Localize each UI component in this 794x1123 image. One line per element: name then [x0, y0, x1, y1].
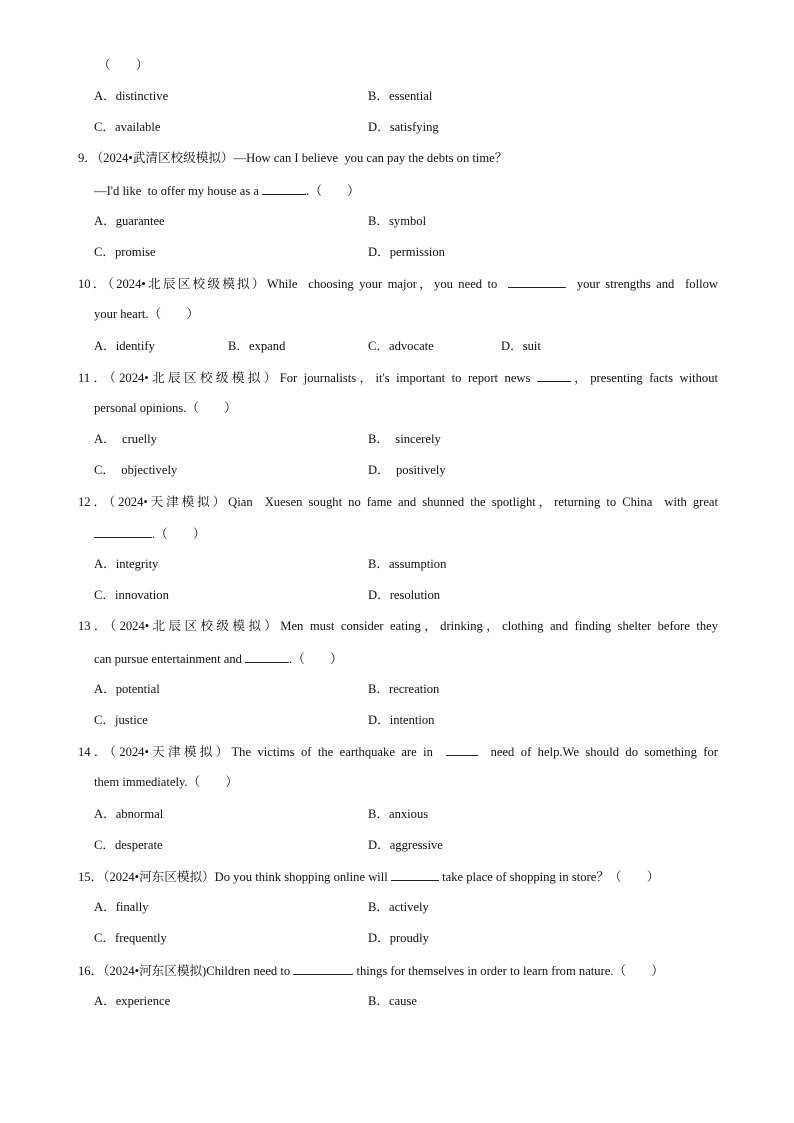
q15-option-a[interactable]: A．finally [94, 900, 149, 914]
q11-option-d[interactable]: D． positively [368, 463, 446, 477]
q9-option-b[interactable]: B．symbol [368, 214, 427, 228]
q14-option-b[interactable]: B．anxious [368, 807, 429, 821]
q8-option-b[interactable]: B．essential [368, 89, 433, 103]
q11-option-b[interactable]: B． sincerely [368, 432, 441, 446]
q14-stem-line1: 14．（2024•天津模拟）The victims of the earthquake are in need of help.We should do something for [78, 745, 718, 759]
q10-option-b[interactable]: B．expand [228, 339, 286, 353]
q14-blank[interactable] [446, 743, 478, 756]
q15-stem-line1: 15．（2024•河东区模拟）Do you think shopping online will take place of shopping in store？（ ） [78, 870, 660, 884]
q13-stem-line2: can pursue entertainment and .（ ） [94, 652, 343, 666]
q16-stem-line1: 16．（2024•河东区模拟)Children need to things for themselves in order to learn from nature.（ ） [78, 964, 664, 978]
q16-blank[interactable] [293, 962, 353, 975]
q14-option-d[interactable]: D．aggressive [368, 838, 443, 852]
q13-stem-line1: 13．（2024•北辰区校级模拟）Men must consider eating，drinking，clothing and finding shelter before they [78, 619, 718, 633]
q15-blank[interactable] [391, 868, 439, 881]
q11-blank[interactable] [537, 369, 571, 382]
q15-option-d[interactable]: D．proudly [368, 931, 429, 945]
q16-option-b[interactable]: B．cause [368, 994, 417, 1008]
q9-option-a[interactable]: A．guarantee [94, 214, 165, 228]
q10-stem-line2: your heart.（ ） [94, 307, 199, 321]
q10-blank[interactable] [508, 275, 566, 288]
q8-option-d[interactable]: D．satisfying [368, 120, 439, 134]
q11-stem-line2: personal opinions.（ ） [94, 401, 237, 415]
q13-option-a[interactable]: A．potential [94, 682, 160, 696]
q15-option-c[interactable]: C．frequently [94, 931, 167, 945]
q11-option-a[interactable]: A． cruelly [94, 432, 157, 446]
q9-blank[interactable] [262, 182, 306, 195]
q13-option-d[interactable]: D．intention [368, 713, 435, 727]
q16-option-a[interactable]: A．experience [94, 994, 171, 1008]
q8-option-c[interactable]: C．available [94, 120, 161, 134]
q9-stem-line1: 9．（2024•武清区校级模拟）—How can I believe you can pay the debts on time？ [78, 151, 508, 165]
q15-option-b[interactable]: B．actively [368, 900, 429, 914]
q8-answer-paren: （ ） [98, 58, 149, 72]
q12-option-c[interactable]: C．innovation [94, 588, 169, 602]
q14-option-c[interactable]: C．desperate [94, 838, 163, 852]
q12-stem-line2: .（ ） [94, 525, 206, 542]
q13-option-b[interactable]: B．recreation [368, 682, 440, 696]
q9-option-d[interactable]: D．permission [368, 245, 445, 259]
q12-option-d[interactable]: D．resolution [368, 588, 441, 602]
q14-option-a[interactable]: A．abnormal [94, 807, 164, 821]
q10-option-a[interactable]: A．identify [94, 339, 155, 353]
q12-option-b[interactable]: B．assumption [368, 557, 447, 571]
q13-option-c[interactable]: C．justice [94, 713, 148, 727]
q10-option-c[interactable]: C．advocate [368, 339, 434, 353]
q9-stem-line2: —I'd like to offer my house as a .（ ） [94, 184, 360, 198]
q12-stem-line1: 12．（2024•天津模拟）Qian Xuesen sought no fame and shunned the spotlight，returning to China with great [78, 495, 718, 509]
q13-blank[interactable] [245, 650, 289, 663]
q11-stem-line1: 11．（2024•北辰区校级模拟）For journalists，it's important to report news ，presenting facts without [78, 371, 718, 385]
q12-option-a[interactable]: A．integrity [94, 557, 159, 571]
q9-option-c[interactable]: C．promise [94, 245, 156, 259]
q11-option-c[interactable]: C． objectively [94, 463, 178, 477]
q12-blank[interactable] [94, 525, 152, 538]
q14-stem-line2: them immediately.（ ） [94, 775, 238, 789]
q10-option-d[interactable]: D．suit [501, 339, 541, 353]
q8-option-a[interactable]: A．distinctive [94, 89, 169, 103]
q10-stem-line1: 10．（2024•北辰区校级模拟）While choosing your major，you need to your strengths and follow [78, 277, 718, 291]
